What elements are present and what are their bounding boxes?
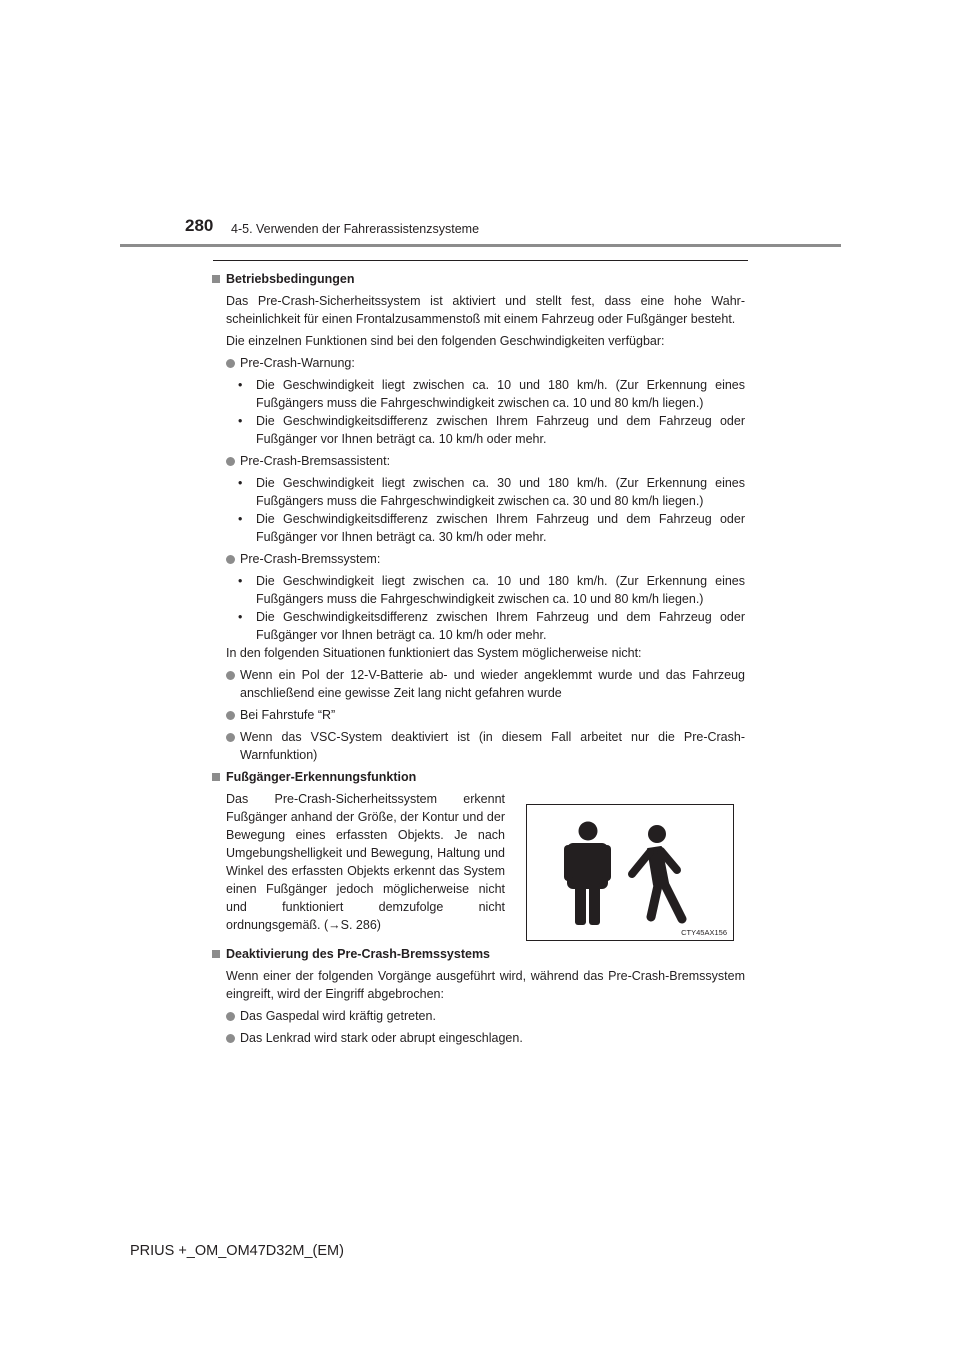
content-divider bbox=[213, 260, 748, 261]
not-working-intro: In den folgenden Situationen funktioniert das System möglicherweise nicht: bbox=[226, 646, 642, 660]
page-number: 280 bbox=[185, 216, 214, 235]
condition-item: • Die Geschwindigkeitsdifferenz zwischen Ihrem Fahrzeug und dem Fahrzeug oder Fußgänger vor Ihnen beträgt ca. 10 km/h oder mehr. bbox=[210, 608, 745, 644]
figure-code: CTY45AX156 bbox=[681, 928, 727, 937]
deactivation-item: Das Lenkrad wird stark oder abrupt eingeschlagen. bbox=[210, 1029, 745, 1047]
standing-person-icon bbox=[564, 822, 611, 926]
function-pre-crash-warning: Pre-Crash-Warnung: bbox=[210, 354, 745, 372]
not-working-item: Wenn das VSC-System deaktiviert ist (in diesem Fall arbeitet nur die Pre-Crash-Warnfunktion) bbox=[210, 728, 745, 764]
document-code: PRIUS +_OM_OM47D32M_(EM) bbox=[130, 1243, 344, 1259]
pedestrian-detection-heading: Fußgänger-Erkennungsfunktion bbox=[210, 768, 745, 786]
condition-item: • Die Geschwindigkeit liegt zwischen ca. 10 und 180 km/h. (Zur Erkennung eines Fußgängers muss die Fahrgeschwindigkeit zwischen ca. 10 und 80 km/h liegen.) bbox=[210, 376, 745, 412]
header-divider bbox=[120, 244, 841, 247]
section-title: 4-5. Verwenden der Fahrerassistenzsysteme bbox=[231, 222, 480, 236]
function-brake-assist: Pre-Crash-Bremsassistent: bbox=[210, 452, 745, 470]
not-working-item: Bei Fahrstufe “R” bbox=[210, 706, 745, 724]
walking-person-icon bbox=[632, 825, 682, 919]
condition-item: • Die Geschwindigkeit liegt zwischen ca. 30 und 180 km/h. (Zur Erkennung eines Fußgängers muss die Fahrgeschwindigkeit zwischen ca. 30 und 80 km/h liegen.) bbox=[210, 474, 745, 510]
operating-conditions-heading: Betriebsbedingungen bbox=[210, 270, 745, 288]
deactivation-heading: Deaktivierung des Pre-Crash-Bremssystems bbox=[210, 945, 745, 963]
condition-item: • Die Geschwindigkeit liegt zwischen ca. 10 und 180 km/h. (Zur Erkennung eines Fußgängers muss die Fahrgeschwindigkeit zwischen ca. 10 und 80 km/h liegen.) bbox=[210, 572, 745, 608]
deactivation-item: Das Gaspedal wird kräftig getreten. bbox=[210, 1007, 745, 1025]
speeds-intro: Die einzelnen Funktionen sind bei den folgenden Geschwindigkeiten verfügbar: bbox=[226, 334, 665, 348]
function-brake-system: Pre-Crash-Bremssystem: bbox=[210, 550, 745, 568]
operating-conditions-intro: Das Pre-Crash-Sicherheitssystem ist aktiviert und stellt fest, dass eine hohe Wahrscheinlichkeit für einen Frontalzusammenstoß mit einem Fahrzeug oder Fußgänger besteht. bbox=[226, 294, 745, 326]
condition-item: • Die Geschwindigkeitsdifferenz zwischen Ihrem Fahrzeug und dem Fahrzeug oder Fußgänger vor Ihnen beträgt ca. 30 km/h oder mehr. bbox=[210, 510, 745, 546]
pedestrian-detection-section bbox=[210, 790, 745, 941]
condition-item: • Die Geschwindigkeitsdifferenz zwischen Ihrem Fahrzeug und dem Fahrzeug oder Fußgänger vor Ihnen beträgt ca. 10 km/h oder mehr. bbox=[210, 412, 745, 448]
pedestrian-illustration bbox=[527, 805, 735, 942]
pedestrian-detection-text: Das Pre-Crash-Sicherheitssystem erkennt Fußgänger anhand der Größe, der Kontur und der Bewegung eines erfassten Objekts. Je nach Umgebungshelligkeit und Bewegung, Haltung und Winkel des erfassten Objekts erkennt das System einen Fußgänger jedoch möglicherweise nicht und funktioniert demzufolge nicht ordnungsgemäß. (→S. 286) bbox=[226, 792, 505, 932]
deactivation-intro: Wenn einer der folgenden Vorgänge ausgeführt wird, während das Pre-Crash-Bremssystem eingreift, wird der Eingriff abgebrochen: bbox=[226, 969, 745, 1001]
not-working-item: Wenn ein Pol der 12-V-Batterie ab- und wieder angeklemmt wurde und das Fahrzeug anschließend eine gewisse Zeit lang nicht gefahren wurde bbox=[210, 666, 745, 702]
pedestrian-figure bbox=[526, 804, 734, 941]
page-content bbox=[210, 270, 745, 1047]
